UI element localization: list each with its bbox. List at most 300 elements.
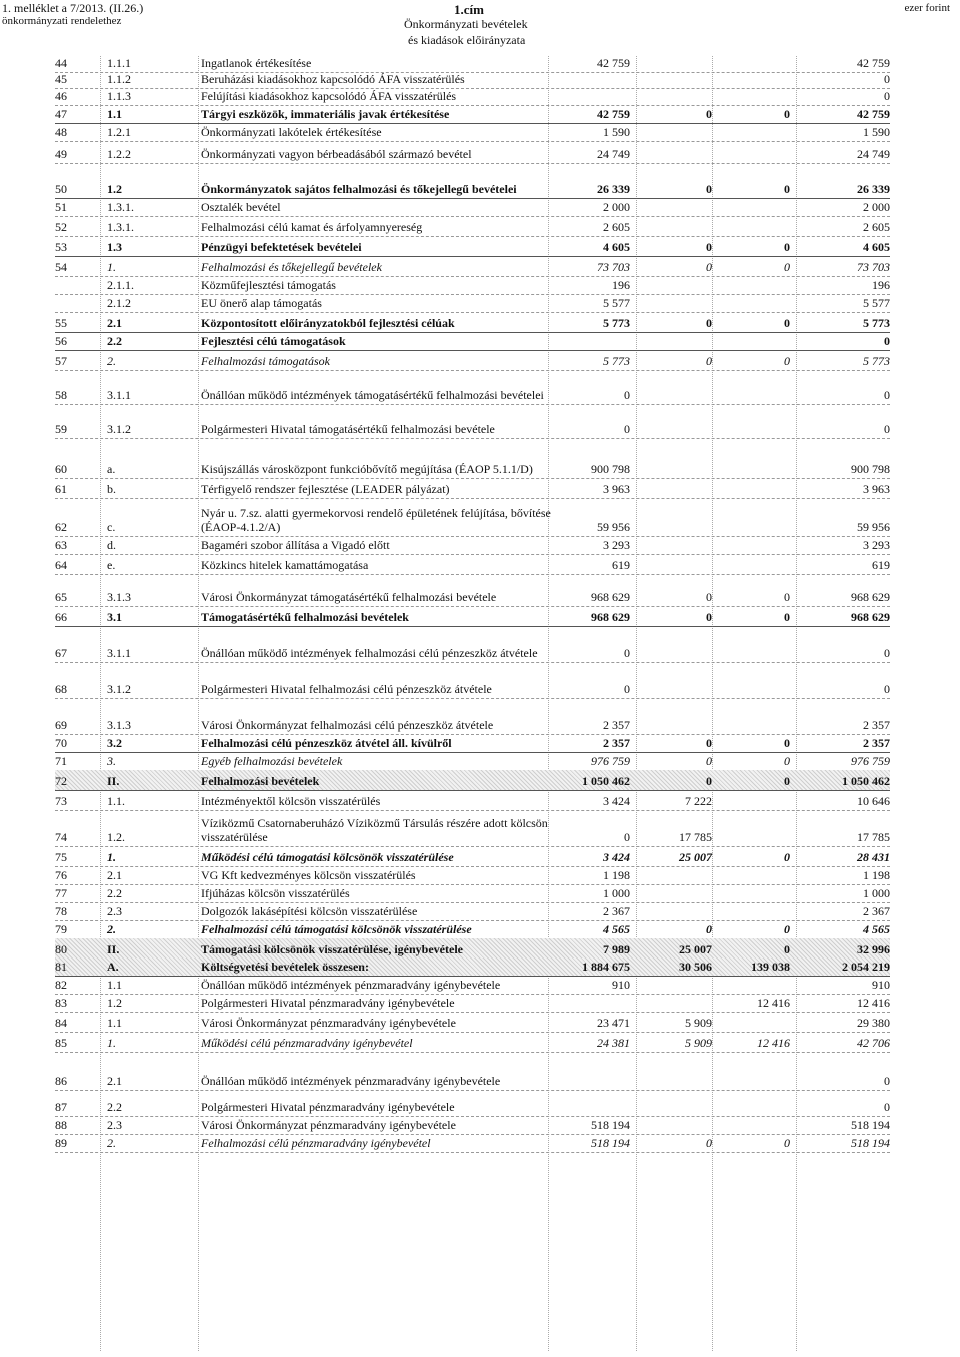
table-row <box>55 712 890 735</box>
table-row <box>55 976 890 995</box>
row-number: 64 <box>55 558 67 572</box>
item-code: 3.1.1 <box>107 388 131 402</box>
item-label: Önállóan működő intézmények pénzmaradvány igénybevétele <box>201 978 501 992</box>
row-number: 73 <box>55 794 67 808</box>
item-label: Dolgozók lakásépítési kölcsön visszatérülése <box>201 904 418 918</box>
row-number: 79 <box>55 922 67 936</box>
row-number: 62 <box>55 520 67 534</box>
item-label: Felhalmozási célú pénzmaradvány igénybevétel <box>201 1136 431 1150</box>
item-label: Ifjúházas kölcsön visszatérülés <box>201 886 350 900</box>
item-code: 1.2 <box>107 996 122 1010</box>
amount-total: 2 357 <box>863 736 890 750</box>
item-label: VG Kft kedvezményes kölcsön visszatérülés <box>201 868 416 882</box>
amount-total: 1 050 462 <box>842 774 890 788</box>
amount-col-2: 25 007 <box>679 942 712 956</box>
amount-col-1: 1 000 <box>603 886 630 900</box>
table-row <box>55 88 890 106</box>
amount-total: 0 <box>884 388 890 402</box>
row-number: 81 <box>55 960 67 974</box>
item-label: Egyéb felhalmozási bevételek <box>201 754 343 768</box>
row-number: 56 <box>55 334 67 348</box>
item-label: Központosított előirányzatokból fejlesztési célúak <box>201 316 455 330</box>
amount-col-1: 5 773 <box>603 316 630 330</box>
row-number: 85 <box>55 1036 67 1050</box>
row-number: 78 <box>55 904 67 918</box>
item-code: 2. <box>107 354 116 368</box>
item-code: 1.1.3 <box>107 89 131 103</box>
amount-total: 24 749 <box>857 147 890 161</box>
amount-col-1: 24 381 <box>597 1036 630 1050</box>
amount-total: 32 996 <box>857 942 890 956</box>
item-label: Tárgyi eszközök, immateriális javak értékesítése <box>201 107 450 121</box>
row-number: 58 <box>55 388 67 402</box>
item-code: 2. <box>107 1136 116 1150</box>
row-number: 44 <box>55 56 67 70</box>
table-row <box>55 123 890 142</box>
amount-total: 59 956 <box>857 520 890 534</box>
item-code: 2.1 <box>107 316 122 330</box>
amount-col-2: 0 <box>706 1136 712 1150</box>
table-row <box>55 56 890 73</box>
row-number: 61 <box>55 482 67 496</box>
item-code: 1.1. <box>107 794 125 808</box>
item-code: 2.1 <box>107 868 122 882</box>
row-number: 55 <box>55 316 67 330</box>
amount-col-3: 0 <box>784 182 790 196</box>
amount-col-1: 518 194 <box>591 1136 630 1150</box>
table-row <box>55 1116 890 1135</box>
table-row <box>55 141 890 164</box>
amount-col-1: 0 <box>624 422 630 436</box>
amount-col-3: 0 <box>784 754 790 768</box>
amount-col-2: 17 785 <box>679 830 712 844</box>
table-row <box>55 790 890 811</box>
item-label: Közműfejlesztési támogatás <box>201 278 336 292</box>
row-number: 89 <box>55 1136 67 1150</box>
item-label: Városi Önkormányzat pénzmaradvány igénybevétele <box>201 1016 456 1030</box>
amount-col-3: 12 416 <box>757 1036 790 1050</box>
row-number: 86 <box>55 1074 67 1088</box>
table-row <box>55 294 890 313</box>
amount-col-1: 619 <box>612 558 630 572</box>
page-subtitle: Önkormányzati bevételek <box>404 17 528 31</box>
amount-col-1: 968 629 <box>591 610 630 624</box>
item-code: d. <box>107 538 116 552</box>
item-label: Városi Önkormányzat felhalmozási célú pénzeszköz átvétele <box>201 718 494 732</box>
amount-col-3: 0 <box>784 316 790 330</box>
item-label: Felújítási kiadásokhoz kapcsolódó ÁFA visszatérülés <box>201 89 457 103</box>
row-number: 75 <box>55 850 67 864</box>
amount-col-3: 0 <box>784 240 790 254</box>
table-row <box>55 902 890 921</box>
amount-col-1: 2 357 <box>603 718 630 732</box>
amount-total: 3 293 <box>863 538 890 552</box>
amount-total: 17 785 <box>857 830 890 844</box>
row-number: 74 <box>55 830 67 844</box>
item-code: 1.3.1. <box>107 200 134 214</box>
item-label: Polgármesteri Hivatal támogatásértékű felhalmozási bevétele <box>201 422 495 436</box>
item-label: Költségvetési bevételek összesen: <box>201 960 369 974</box>
amount-col-1: 196 <box>612 278 630 292</box>
amount-col-1: 3 424 <box>603 850 630 864</box>
row-number: 77 <box>55 886 67 900</box>
amount-col-3: 0 <box>784 590 790 604</box>
item-label: Fejlesztési célú támogatások <box>201 334 346 348</box>
page-subtitle-2: és kiadások előirányzata <box>408 33 526 47</box>
table-row <box>55 198 890 217</box>
amount-total: 12 416 <box>857 996 890 1010</box>
amount-total: 42 759 <box>857 107 890 121</box>
amount-total: 976 759 <box>851 754 890 768</box>
item-label: Önkormányzati lakótelek értékesítése <box>201 125 382 139</box>
item-code: 3.1.3 <box>107 590 131 604</box>
table-row <box>55 734 890 753</box>
row-number: 70 <box>55 736 67 750</box>
amount-col-1: 1 884 675 <box>582 960 630 974</box>
amount-total: 0 <box>884 682 890 696</box>
item-label: Felhalmozási és tőkejellegű bevételek <box>201 260 382 274</box>
amount-total: 1 198 <box>863 868 890 882</box>
amount-total: 2 357 <box>863 718 890 732</box>
amount-col-2: 25 007 <box>679 850 712 864</box>
amount-col-2: 0 <box>706 590 712 604</box>
item-code: II. <box>107 942 120 956</box>
row-number: 59 <box>55 422 67 436</box>
amount-col-2: 0 <box>706 182 712 196</box>
item-label: Beruházási kiadásokhoz kapcsolódó ÁFA visszatérülés <box>201 72 465 86</box>
amount-total: 4 565 <box>863 922 890 936</box>
table-row <box>55 606 890 627</box>
amount-col-1: 4 605 <box>603 240 630 254</box>
item-label: Önállóan működő intézmények pénzmaradvány igénybevétele <box>201 1074 501 1088</box>
amount-col-1: 910 <box>612 978 630 992</box>
amount-col-2: 30 506 <box>679 960 712 974</box>
item-label: Közkincs hitelek kamattámogatása <box>201 558 369 572</box>
item-code: 2. <box>107 922 116 936</box>
item-code: 1. <box>107 260 116 274</box>
row-number: 52 <box>55 220 67 234</box>
row-number: 51 <box>55 200 67 214</box>
amount-total: 5 773 <box>863 316 890 330</box>
amount-total: 1 590 <box>863 125 890 139</box>
amount-total: 0 <box>884 89 890 103</box>
item-code: 1.1 <box>107 1016 122 1030</box>
item-code: 2.2 <box>107 1100 122 1114</box>
item-code: 1.2.1 <box>107 125 131 139</box>
amount-total: 0 <box>884 334 890 348</box>
item-label: EU önerő alap támogatás <box>201 296 322 310</box>
table-row <box>55 256 890 277</box>
amount-col-1: 2 357 <box>603 736 630 750</box>
item-code: 3.1.1 <box>107 646 131 660</box>
row-number: 45 <box>55 72 67 86</box>
amount-col-3: 0 <box>784 922 790 936</box>
table-row <box>55 236 890 257</box>
page-header <box>0 0 960 56</box>
item-code: 1. <box>107 1036 116 1050</box>
item-label: Intézményektől kölcsön visszatérülés <box>201 794 381 808</box>
amount-total: 2 605 <box>863 220 890 234</box>
item-code: 1.1 <box>107 978 122 992</box>
table-row <box>55 332 890 351</box>
item-code: b. <box>107 482 116 496</box>
row-number: 60 <box>55 462 67 476</box>
item-label: Térfigyelő rendszer fejlesztése (LEADER pályázat) <box>201 482 450 496</box>
item-code: 2.3 <box>107 1118 122 1132</box>
item-code: 1.3.1. <box>107 220 134 234</box>
amount-col-2: 5 909 <box>685 1036 712 1050</box>
amount-col-1: 3 963 <box>603 482 630 496</box>
row-number: 63 <box>55 538 67 552</box>
amount-total: 2 054 219 <box>842 960 890 974</box>
item-code: 2.1 <box>107 1074 122 1088</box>
row-number: 80 <box>55 942 67 956</box>
annex-reference: 1. melléklet a 7/2013. (II.26.) <box>2 1 144 15</box>
amount-col-3: 0 <box>784 850 790 864</box>
table-row <box>55 810 890 847</box>
amount-total: 4 605 <box>863 240 890 254</box>
table-row <box>55 478 890 499</box>
amount-col-1: 518 194 <box>591 1118 630 1132</box>
item-code: 2.3 <box>107 904 122 918</box>
amount-col-1: 4 565 <box>603 922 630 936</box>
item-label: Városi Önkormányzat pénzmaradvány igénybevétele <box>201 1118 456 1132</box>
item-code: 3.1.2 <box>107 422 131 436</box>
row-number: 84 <box>55 1016 67 1030</box>
amount-col-1: 24 749 <box>597 147 630 161</box>
row-number: 72 <box>55 774 67 788</box>
amount-col-1: 3 424 <box>603 794 630 808</box>
page-title: 1.cím <box>454 2 484 17</box>
item-label: Önkormányzati vagyon bérbeadásából származó bevétel <box>201 147 472 161</box>
item-label: Bagaméri szobor állítása a Vigadó előtt <box>201 538 390 552</box>
table-row <box>55 626 890 663</box>
amount-total: 42 706 <box>857 1036 890 1050</box>
table-row <box>55 536 890 555</box>
item-label: Önállóan működő intézmények támogatásértékű felhalmozási bevételei <box>201 388 544 402</box>
amount-total: 5 577 <box>863 296 890 310</box>
amount-total: 2 000 <box>863 200 890 214</box>
item-label: Támogatási kölcsönök visszatérülése, igénybevétele <box>201 942 463 956</box>
table-row <box>55 866 890 885</box>
amount-col-3: 0 <box>784 260 790 274</box>
item-code: 1.2 <box>107 182 122 196</box>
amount-col-3: 0 <box>784 1136 790 1150</box>
row-number: 48 <box>55 125 67 139</box>
item-label: Nyár u. 7.sz. alatti gyermekorvosi rendelő épületének felújítása, bővítése (ÉAOP-4.1.2/A) <box>201 506 551 534</box>
table-row <box>55 584 890 607</box>
table-row <box>55 276 890 295</box>
table-row <box>55 312 890 333</box>
amount-total: 73 703 <box>857 260 890 274</box>
amount-total: 28 431 <box>857 850 890 864</box>
amount-col-1: 1 050 462 <box>582 774 630 788</box>
amount-total: 900 798 <box>851 462 890 476</box>
amount-col-3: 0 <box>784 774 790 788</box>
amount-total: 0 <box>884 646 890 660</box>
row-number: 65 <box>55 590 67 604</box>
amount-col-1: 59 956 <box>597 520 630 534</box>
amount-col-1: 900 798 <box>591 462 630 476</box>
item-code: 1.2.2 <box>107 147 131 161</box>
amount-col-1: 1 590 <box>603 125 630 139</box>
item-label: Osztalék bevétel <box>201 200 281 214</box>
amount-total: 196 <box>872 278 890 292</box>
table-row <box>55 105 890 124</box>
item-code: A. <box>107 960 119 974</box>
item-label: Polgármesteri Hivatal pénzmaradvány igénybevétele <box>201 996 455 1010</box>
row-number: 46 <box>55 89 67 103</box>
table-row <box>55 674 890 699</box>
amount-total: 518 194 <box>851 1136 890 1150</box>
item-code: 3.2 <box>107 736 122 750</box>
amount-total: 0 <box>884 1100 890 1114</box>
item-label: Felhalmozási célú pénzeszköz átvétel áll. kívülről <box>201 736 452 750</box>
amount-col-1: 1 198 <box>603 868 630 882</box>
amount-total: 5 773 <box>863 354 890 368</box>
amount-col-2: 0 <box>706 774 712 788</box>
item-code: 1.3 <box>107 240 122 254</box>
table-row <box>55 1064 890 1091</box>
amount-total: 2 367 <box>863 904 890 918</box>
amount-col-1: 0 <box>624 682 630 696</box>
item-label: Önállóan működő intézmények felhalmozási célú pénzeszköz átvétele <box>201 646 538 660</box>
table-row <box>55 1092 890 1117</box>
item-code: a. <box>107 462 116 476</box>
row-number: 71 <box>55 754 67 768</box>
row-number: 83 <box>55 996 67 1010</box>
item-label: Felhalmozási bevételek <box>201 774 320 788</box>
item-label: Felhalmozási támogatások <box>201 354 330 368</box>
amount-total: 0 <box>884 1074 890 1088</box>
item-code: c. <box>107 520 116 534</box>
amount-col-1: 0 <box>624 388 630 402</box>
row-number: 53 <box>55 240 67 254</box>
item-code: 3.1.2 <box>107 682 131 696</box>
item-code: 1. <box>107 850 116 864</box>
amount-col-1: 0 <box>624 646 630 660</box>
item-code: 1.1.2 <box>107 72 131 86</box>
item-label: Ingatlanok értékesítése <box>201 56 312 70</box>
item-label: Működési célú pénzmaradvány igénybevétel <box>201 1036 413 1050</box>
table-row <box>55 72 890 89</box>
item-code: 2.2 <box>107 334 122 348</box>
item-code: 3. <box>107 754 116 768</box>
item-label: Kisújszállás városközpont funkcióbővítő megújítása (ÉAOP 5.1.1/D) <box>201 462 533 476</box>
table-row <box>55 350 890 371</box>
amount-total: 968 629 <box>851 610 890 624</box>
table-row <box>55 920 890 939</box>
amount-col-3: 0 <box>784 107 790 121</box>
amount-total: 910 <box>872 978 890 992</box>
table-row <box>55 498 890 537</box>
row-number: 87 <box>55 1100 67 1114</box>
item-label: Önkormányzatok sajátos felhalmozási és tőkejellegű bevételei <box>201 182 517 196</box>
item-code: 3.1 <box>107 610 122 624</box>
amount-total: 10 646 <box>857 794 890 808</box>
amount-col-1: 2 367 <box>603 904 630 918</box>
row-number: 47 <box>55 107 67 121</box>
amount-col-1: 7 989 <box>603 942 630 956</box>
amount-col-1: 2 605 <box>603 220 630 234</box>
amount-col-1: 968 629 <box>591 590 630 604</box>
table-row <box>55 554 890 575</box>
table-row <box>55 994 890 1013</box>
table-row <box>55 884 890 903</box>
amount-total: 0 <box>884 72 890 86</box>
table-row <box>55 1134 890 1153</box>
amount-col-1: 73 703 <box>597 260 630 274</box>
table-row <box>55 216 890 237</box>
item-code: 2.1.1. <box>107 278 134 292</box>
amount-col-1: 0 <box>624 830 630 844</box>
table-row <box>55 770 890 791</box>
table-row <box>55 846 890 867</box>
amount-col-1: 42 759 <box>597 56 630 70</box>
amount-col-1: 2 000 <box>603 200 630 214</box>
table-row <box>55 1032 890 1053</box>
amount-total: 518 194 <box>851 1118 890 1132</box>
amount-total: 29 380 <box>857 1016 890 1030</box>
row-number: 88 <box>55 1118 67 1132</box>
item-label: Polgármesteri Hivatal pénzmaradvány igénybevétele <box>201 1100 455 1114</box>
table-row <box>55 958 890 977</box>
amount-col-2: 0 <box>706 754 712 768</box>
item-label: Felhalmozási célú támogatási kölcsönök visszatérülése <box>201 922 472 936</box>
item-label: Felhalmozási célú kamat és árfolyamnyereség <box>201 220 423 234</box>
amount-col-2: 0 <box>706 316 712 330</box>
amount-total: 619 <box>872 558 890 572</box>
row-number: 54 <box>55 260 67 274</box>
decree-reference: önkormányzati rendelethez <box>2 15 122 27</box>
table-row <box>55 416 890 439</box>
amount-col-2: 0 <box>706 354 712 368</box>
amount-col-1: 42 759 <box>597 107 630 121</box>
row-number: 67 <box>55 646 67 660</box>
amount-col-1: 976 759 <box>591 754 630 768</box>
row-number: 82 <box>55 978 67 992</box>
amount-col-1: 3 293 <box>603 538 630 552</box>
amount-total: 3 963 <box>863 482 890 496</box>
amount-col-2: 0 <box>706 107 712 121</box>
item-code: 2.1.2 <box>107 296 131 310</box>
table-row <box>55 175 890 199</box>
amount-total: 42 759 <box>857 56 890 70</box>
item-code: II. <box>107 774 120 788</box>
row-number: 50 <box>55 182 67 196</box>
item-label: Polgármesteri Hivatal felhalmozási célú pénzeszköz átvétele <box>201 682 492 696</box>
amount-col-2: 5 909 <box>685 1016 712 1030</box>
amount-col-2: 7 222 <box>685 794 712 808</box>
amount-col-2: 0 <box>706 736 712 750</box>
amount-col-1: 26 339 <box>597 182 630 196</box>
item-label: Pénzügyi befektetések bevételei <box>201 240 362 254</box>
amount-total: 0 <box>884 422 890 436</box>
table-row <box>55 752 890 771</box>
row-number: 57 <box>55 354 67 368</box>
item-code: 1.1 <box>107 107 122 121</box>
amount-col-3: 0 <box>784 736 790 750</box>
item-label: Városi Önkormányzat támogatásértékű felhalmozási bevétele <box>201 590 497 604</box>
item-code: 2.2 <box>107 886 122 900</box>
item-label: Támogatásértékű felhalmozási bevételek <box>201 610 409 624</box>
amount-total: 1 000 <box>863 886 890 900</box>
item-code: 1.1.1 <box>107 56 131 70</box>
amount-col-2: 0 <box>706 260 712 274</box>
amount-col-1: 5 577 <box>603 296 630 310</box>
item-label: Működési célú támogatási kölcsönök visszatérülése <box>201 850 454 864</box>
item-label: Víziközmű Csatornaberuházó Víziközmű Társulás részére adott kölcsön visszatérülése <box>201 816 548 844</box>
